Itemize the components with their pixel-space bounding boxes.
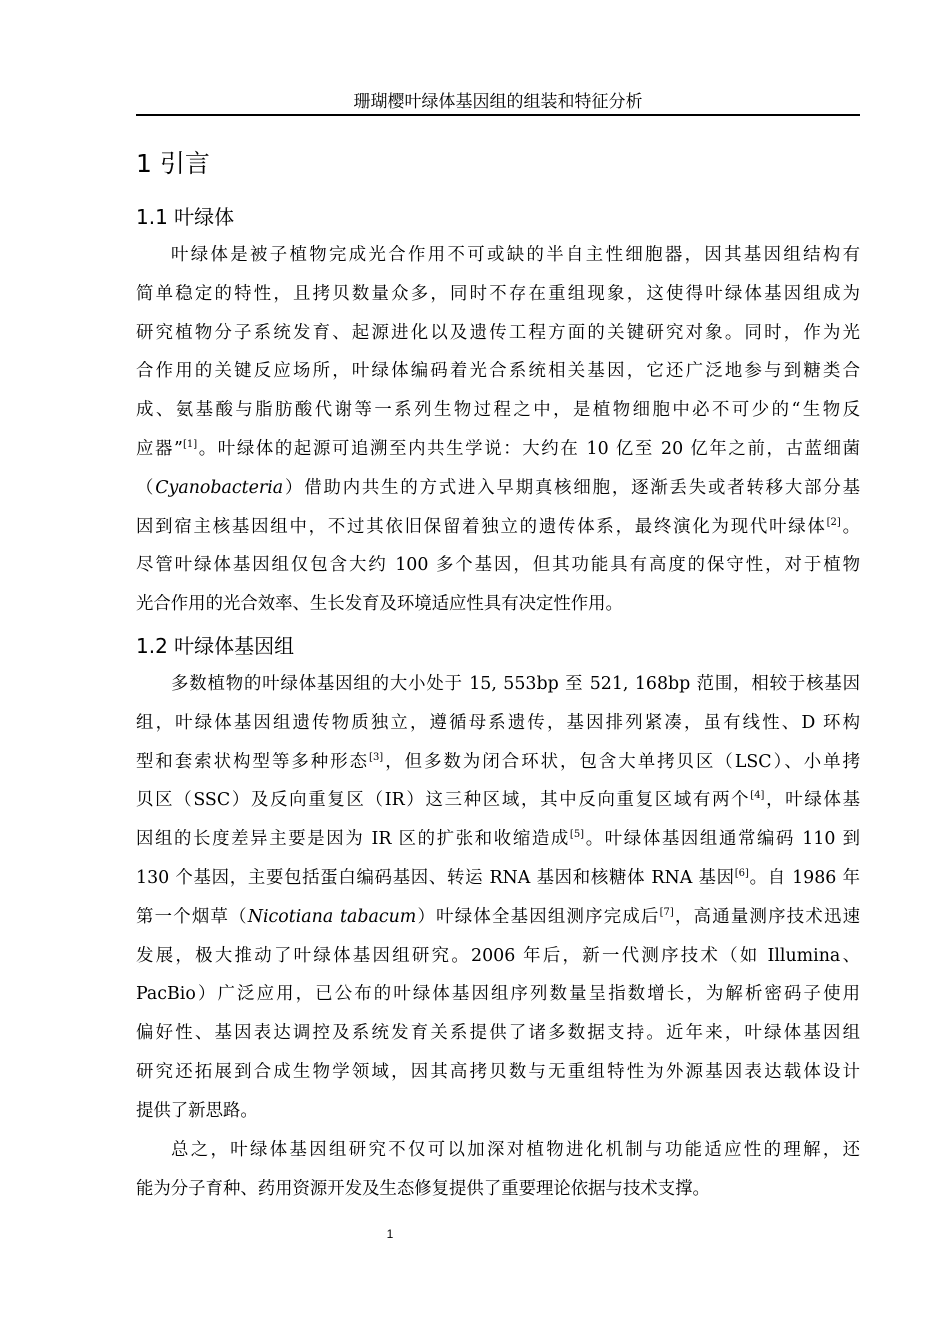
paragraph-conclusion — [136, 1131, 860, 1209]
text-line: 型和套索状构型等多种形态[3]，但多数为闭合环状，包含大单拷贝区（LSC）、小单拷 — [136, 751, 860, 772]
species-name: Nicotiana tabacum — [247, 906, 417, 927]
text-line: 研究植物分子系统发育、起源进化以及遗传工程方面的关键研究对象。同时，作为光 — [136, 322, 860, 343]
text-line: 光合作用的光合效率、生长发育及环境适应性具有决定性作用。 — [136, 594, 623, 615]
text-line: （Cyanobacteria）借助内共生的方式进入早期真核细胞，逐渐丢失或者转移大部分基 — [136, 477, 860, 498]
section-title-chloroplast: 1.1 叶绿体 — [136, 205, 235, 229]
text-line: 组，叶绿体基因组遗传物质独立，遵循母系遗传，基因排列紧凑，虽有线性、D 环构 — [136, 712, 860, 733]
text-line: 尽管叶绿体基因组仅包含大约 100 多个基因，但其功能具有高度的保守性，对于植物 — [136, 555, 860, 576]
citation-marker: [6] — [734, 867, 749, 879]
text-line: 因组的长度差异主要是因为 IR 区的扩张和收缩造成[5]。叶绿体基因组通常编码 110 到 — [136, 829, 860, 850]
citation-marker: [1] — [182, 438, 198, 450]
text-line: 合作用的关键反应场所，叶绿体编码着光合系统相关基因，它还广泛地参与到糖类合 — [136, 361, 860, 382]
text-line: PacBio）广泛应用，已公布的叶绿体基因组序列数量呈指数增长，为解析密码子使用 — [136, 984, 860, 1005]
text-line: 总之，叶绿体基因组研究不仅可以加深对植物进化机制与功能适应性的理解，还 — [171, 1140, 860, 1160]
text-line: 成、氨基酸与脂肪酸代谢等一系列生物过程之中，是植物细胞中必不可少的“生物反 — [136, 400, 860, 421]
citation-marker: [2] — [826, 516, 841, 528]
section-title-chloroplast-genome: 1.2 叶绿体基因组 — [136, 634, 295, 658]
header-divider — [136, 114, 860, 116]
species-name: Cyanobacteria — [155, 477, 284, 498]
citation-marker: [5] — [569, 829, 585, 841]
citation-marker: [4] — [750, 790, 765, 802]
paragraph-chloroplast-genome — [136, 665, 860, 1131]
text-line: 因到宿主核基因组中，不过其依旧保留着独立的遗传体系，最终演化为现代叶绿体[2]。 — [136, 516, 860, 537]
text-line: 偏好性、基因表达调控及系统发育关系提供了诸多数据支持。近年来，叶绿体基因组 — [136, 1023, 860, 1044]
citation-marker: [7] — [659, 906, 674, 918]
text-line: 能为分子育种、药用资源开发及生态修复提供了重要理论依据与技术支撑。 — [136, 1178, 710, 1199]
chapter-title: 1 引言 — [136, 149, 210, 178]
text-line: 简单稳定的特性，且拷贝数量众多，同时不存在重组现象，这使得叶绿体基因组成为 — [136, 283, 860, 304]
citation-marker: [3] — [369, 751, 384, 763]
paragraph-chloroplast — [136, 236, 860, 624]
text-line: 叶绿体是被子植物完成光合作用不可或缺的半自主性细胞器，因其基因组结构有 — [171, 245, 860, 265]
text-line: 发展，极大推动了叶绿体基因组研究。2006 年后，新一代测序技术（如 Illumina、 — [136, 945, 860, 966]
text-line: 130 个基因，主要包括蛋白编码基因、转运 RNA 基因和核糖体 RNA 基因[6]。自 1986 年 — [136, 867, 860, 888]
running-header: 珊瑚樱叶绿体基因组的组装和特征分析 — [353, 92, 643, 112]
text-line: 研究还拓展到合成生物学领域，因其高拷贝数与无重组特性为外源基因表达载体设计 — [136, 1061, 860, 1082]
text-line: 提供了新思路。 — [136, 1100, 258, 1121]
text-line: 应器”[1]。叶绿体的起源可追溯至内共生学说：大约在 10 亿至 20 亿年之前，古蓝细菌 — [136, 438, 860, 459]
text-line: 多数植物的叶绿体基因组的大小处于 15, 553bp 至 521, 168bp 范围，相较于核基因 — [171, 674, 860, 694]
text-line: 贝区（SSC）及反向重复区（IR）这三种区域，其中反向重复区域有两个[4]，叶绿体基 — [136, 790, 860, 811]
text-line: 第一个烟草（Nicotiana tabacum）叶绿体全基因组测序完成后[7]，高通量测序技术迅速 — [136, 906, 860, 927]
page-number: 1 — [386, 1227, 394, 1241]
